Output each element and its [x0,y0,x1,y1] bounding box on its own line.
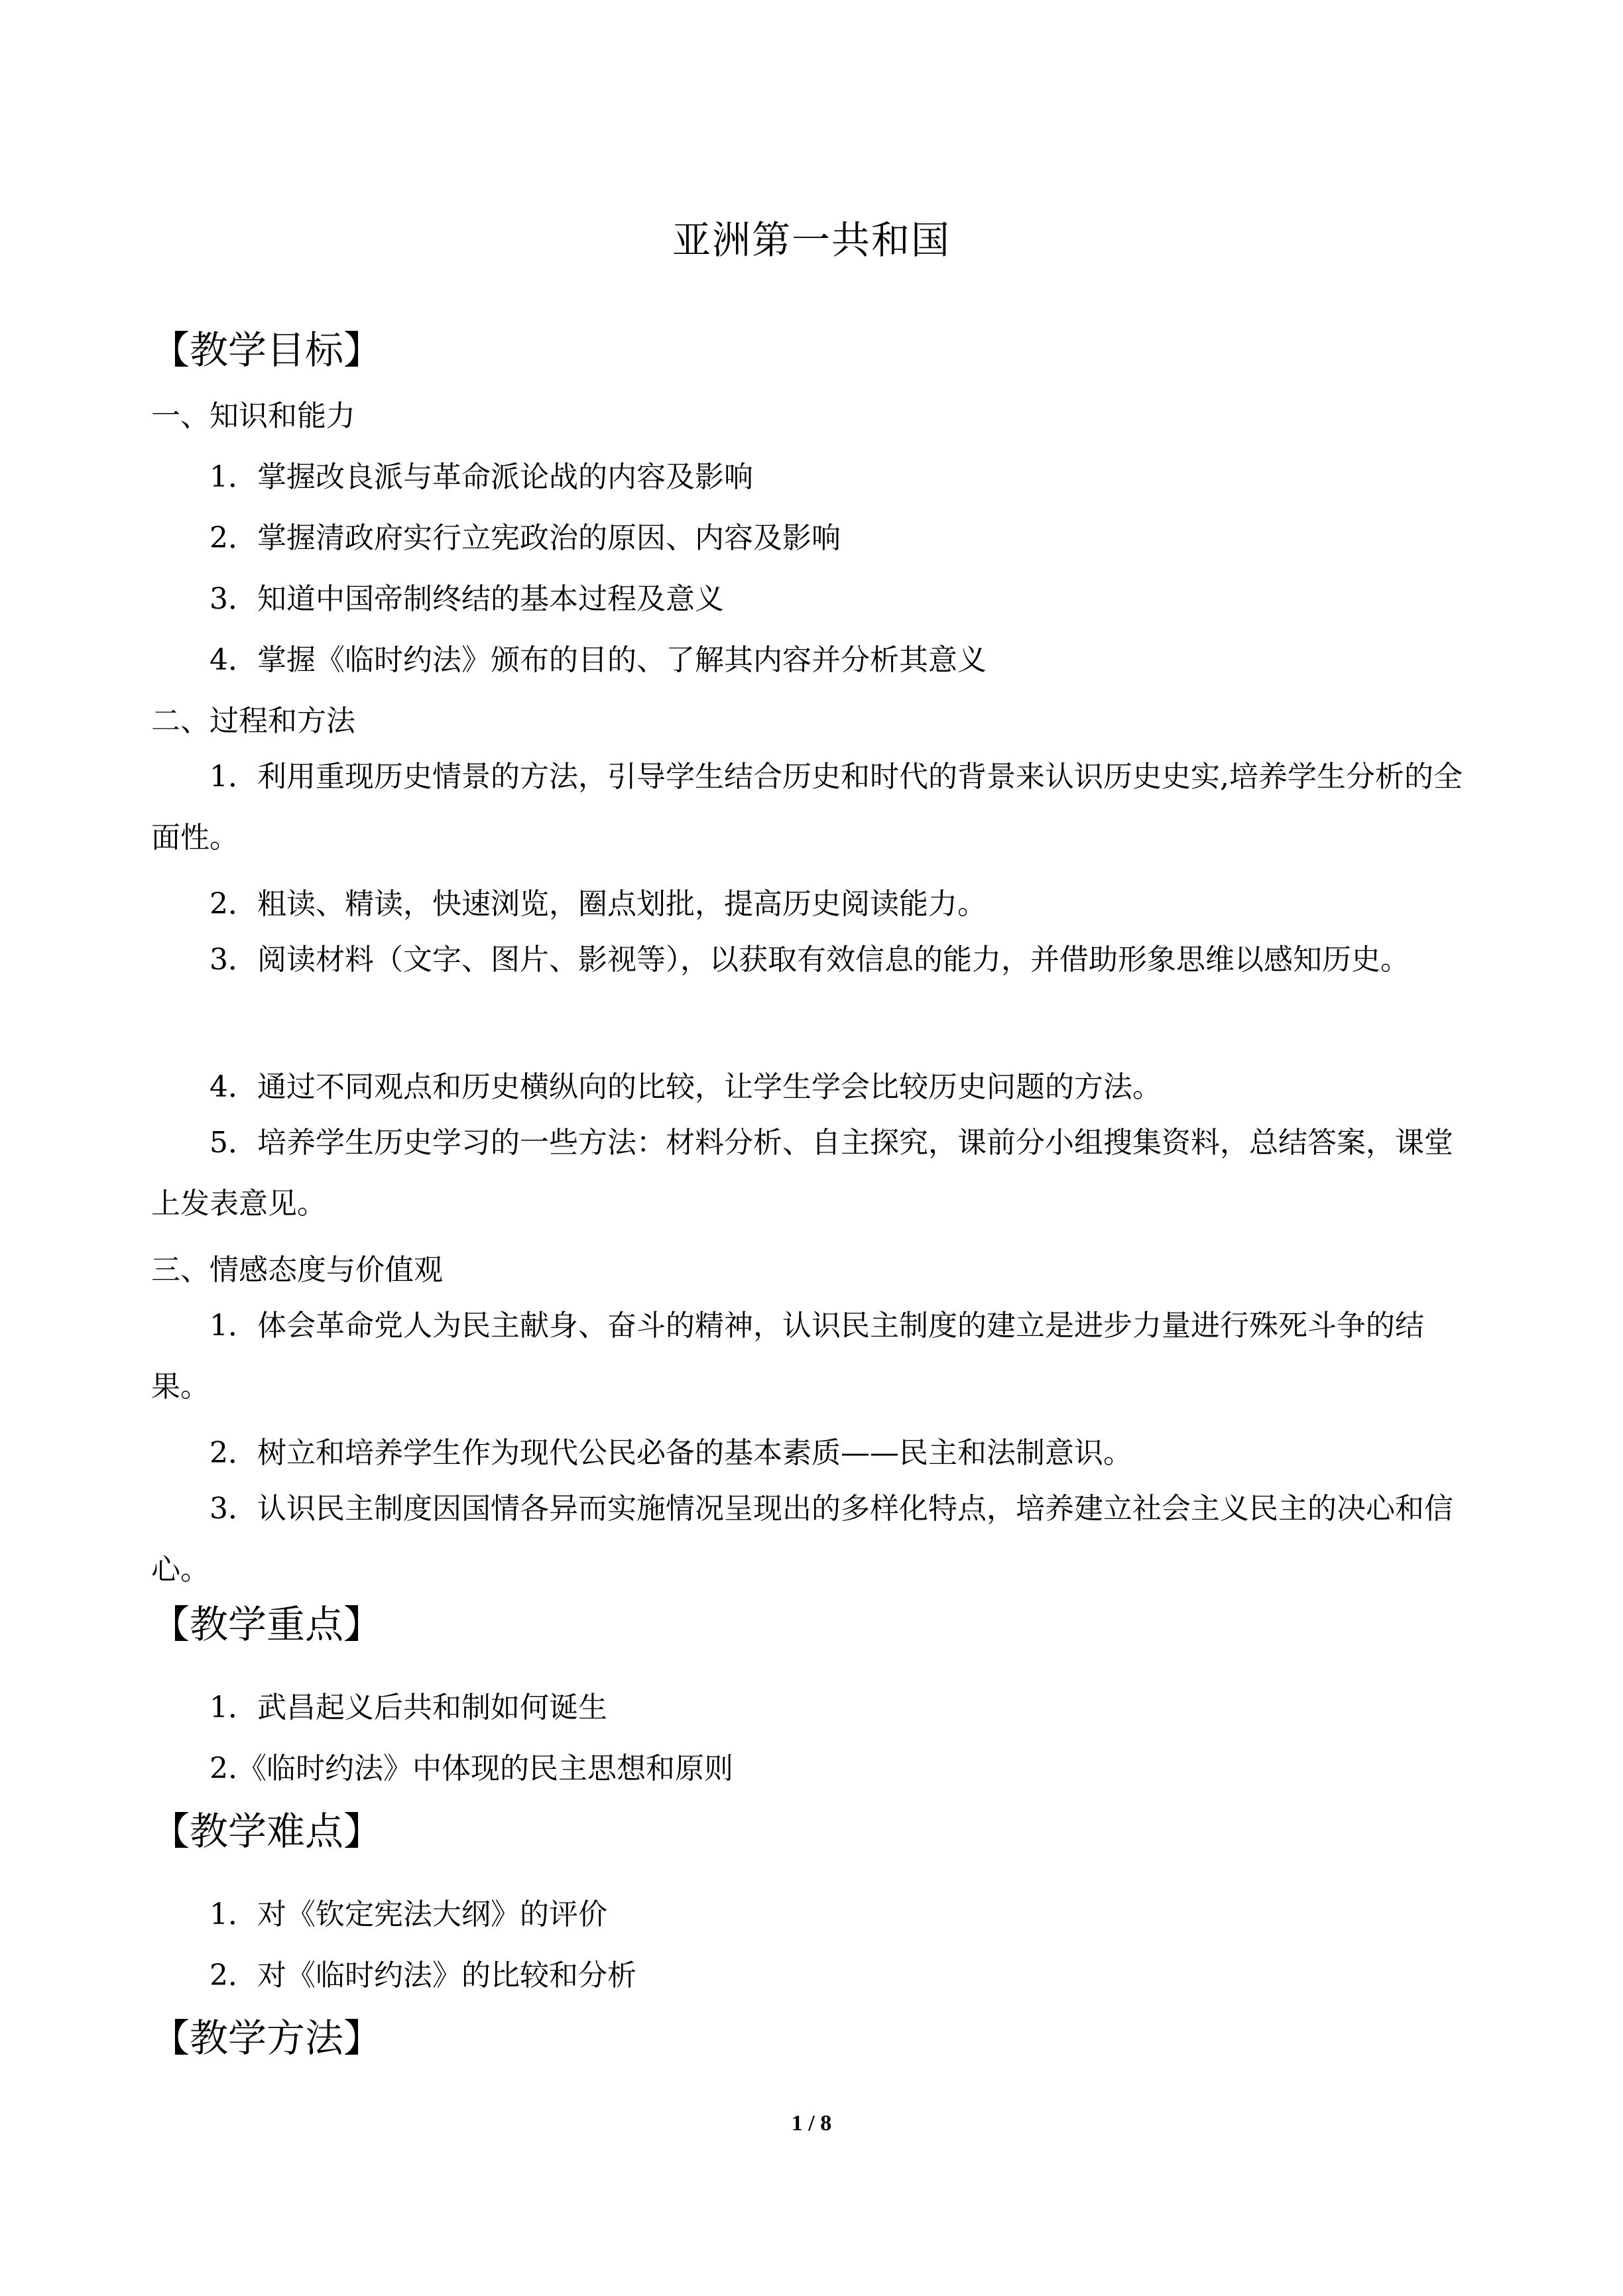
key-points-heading: 【教学重点】 [151,1602,383,1647]
knowledge-ability-heading: 一、知识和能力 [151,399,355,433]
list-item: 1．掌握改良派与革命派论战的内容及影响 [210,460,753,494]
list-item: 3．认识民主制度因国情各异而实施情况呈现出的多样化特点，培养建立社会主义民主的决心和信心。 [151,1492,1453,1587]
list-item: 2.《临时约法》中体现的民主思想和原则 [210,1752,733,1785]
list-item: 2．粗读、精读，快速浏览，圈点划批，提高历史阅读能力。 [210,887,987,921]
list-item: 3．知道中国帝制终结的基本过程及意义 [210,582,724,616]
list-item: 2．掌握清政府实行立宪政治的原因、内容及影响 [210,521,841,555]
list-item: 5．培养学生历史学习的一些方法：材料分析、自主探究，课前分小组搜集资料，总结答案，课堂上发表意见。 [151,1126,1453,1221]
difficulties-heading: 【教学难点】 [151,1809,383,1854]
list-item: 1．武昌起义后共和制如何诞生 [210,1691,607,1724]
list-item: 2．树立和培养学生作为现代公民必备的基本素质——民主和法制意识。 [210,1436,1132,1470]
list-item: 4．通过不同观点和历史横纵向的比较，让学生学会比较历史问题的方法。 [210,1070,1162,1104]
list-item: 1．对《钦定宪法大纲》的评价 [210,1898,607,1931]
list-item: 1．体会革命党人为民主献身、奋斗的精神，认识民主制度的建立是进步力量进行殊死斗争的结果。 [151,1309,1424,1404]
methods-heading: 【教学方法】 [151,2016,383,2061]
attitude-values-heading: 三、情感态度与价值观 [151,1253,443,1287]
list-item: 2．对《临时约法》的比较和分析 [210,1959,636,1992]
list-item: 1．利用重现历史情景的方法，引导学生结合历史和时代的背景来认识历史史实,培养学生分析的全面性。 [151,760,1463,855]
document-title: 亚洲第一共和国 [672,217,951,263]
list-item: 4．掌握《临时约法》颁布的目的、了解其内容并分析其意义 [210,643,987,677]
page-number: 1 / 8 [791,2111,832,2136]
list-item: 3．阅读材料（文字、图片、影视等），以获取有效信息的能力，并借助形象思维以感知历史。 [210,943,1410,977]
objectives-heading: 【教学目标】 [151,328,383,373]
process-method-heading: 二、过程和方法 [151,704,355,738]
